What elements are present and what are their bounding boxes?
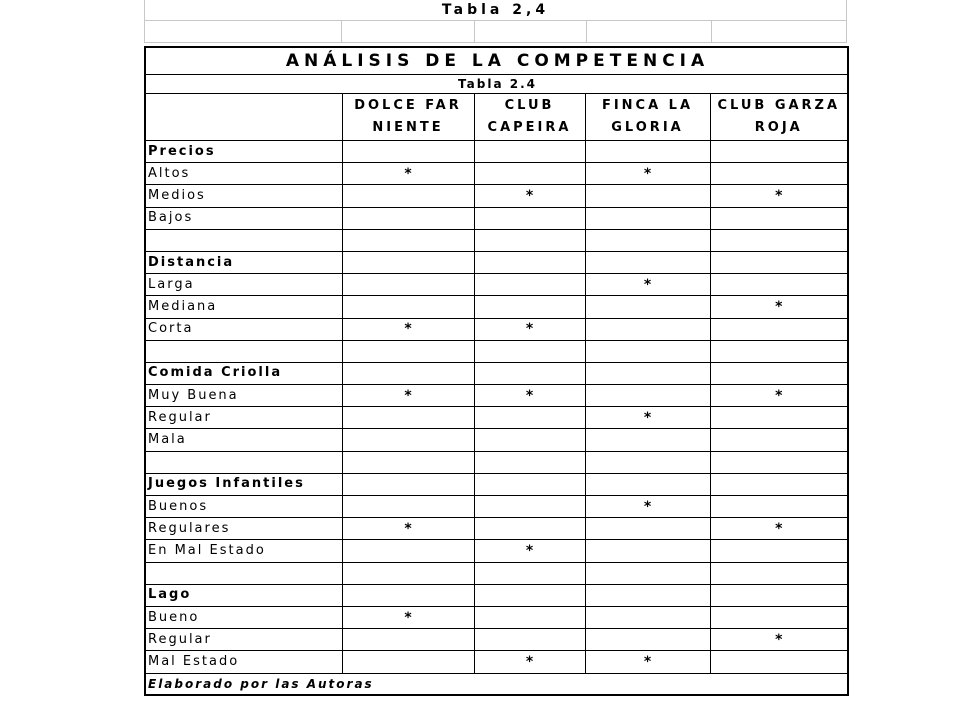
column-header-club-garza-roja[interactable] <box>710 94 848 141</box>
criterion-label[interactable]: Regulares <box>145 518 342 540</box>
table-row <box>145 451 848 473</box>
mark-cell[interactable]: * <box>474 185 585 207</box>
mark-cell[interactable] <box>585 540 710 562</box>
criterion-label[interactable] <box>145 451 342 473</box>
mark-cell[interactable] <box>474 296 585 318</box>
mark-cell[interactable]: * <box>585 651 710 673</box>
criterion-label[interactable]: Larga <box>145 274 342 296</box>
column-header-line: FINCA LA <box>601 98 694 113</box>
table-row <box>145 606 848 628</box>
mark-cell[interactable] <box>710 362 848 384</box>
section-label[interactable]: Precios <box>145 141 342 163</box>
table-row <box>145 584 848 606</box>
mark-cell[interactable]: * <box>342 385 474 407</box>
mark-cell[interactable]: * <box>710 518 848 540</box>
mark-cell[interactable] <box>710 207 848 229</box>
header-blank-cell[interactable] <box>145 94 342 141</box>
mark-cell[interactable] <box>342 185 474 207</box>
mark-cell[interactable] <box>585 385 710 407</box>
table-row <box>145 340 848 362</box>
criterion-label[interactable]: Corta <box>145 318 342 340</box>
table-row <box>145 318 848 340</box>
mark-cell[interactable] <box>474 473 585 495</box>
mark-cell[interactable] <box>474 407 585 429</box>
criterion-label[interactable]: Altos <box>145 163 342 185</box>
column-header-line: NIENTE <box>372 120 444 135</box>
criterion-label[interactable]: En Mal Estado <box>145 540 342 562</box>
mark-cell[interactable]: * <box>585 163 710 185</box>
criterion-label[interactable]: Mala <box>145 429 342 451</box>
mark-cell[interactable] <box>342 629 474 651</box>
mark-cell[interactable] <box>342 540 474 562</box>
spreadsheet <box>144 0 847 696</box>
mark-cell[interactable]: * <box>710 296 848 318</box>
sheet-header-label[interactable]: Tabla 2,4 <box>441 2 550 18</box>
table-row <box>145 385 848 407</box>
mark-cell[interactable] <box>474 429 585 451</box>
table-row <box>145 141 848 163</box>
mark-cell[interactable] <box>342 407 474 429</box>
mark-cell[interactable]: * <box>474 651 585 673</box>
grid-cell[interactable] <box>712 21 847 43</box>
mark-cell[interactable] <box>585 362 710 384</box>
mark-cell[interactable] <box>474 274 585 296</box>
table-footer[interactable]: Elaborado por las Autoras <box>145 673 848 695</box>
mark-cell[interactable] <box>585 207 710 229</box>
table-row <box>145 651 848 673</box>
section-label[interactable]: Distancia <box>145 251 342 273</box>
mark-cell[interactable]: * <box>342 163 474 185</box>
table-sub-title[interactable]: Tabla 2.4 <box>145 75 848 94</box>
grid-cell[interactable] <box>145 21 342 43</box>
criterion-label[interactable]: Mal Estado <box>145 651 342 673</box>
mark-cell[interactable] <box>585 429 710 451</box>
table-row <box>145 540 848 562</box>
table-row <box>145 473 848 495</box>
grid-cell[interactable] <box>342 21 475 43</box>
mark-cell[interactable] <box>710 606 848 628</box>
mark-cell[interactable] <box>474 629 585 651</box>
mark-cell[interactable] <box>585 296 710 318</box>
table-row <box>145 274 848 296</box>
column-header-line: CAPEIRA <box>487 120 572 135</box>
mark-cell[interactable] <box>710 141 848 163</box>
mark-cell[interactable]: * <box>474 385 585 407</box>
mark-cell[interactable] <box>342 251 474 273</box>
table-row <box>145 429 848 451</box>
column-header-club-capeira[interactable] <box>474 94 585 141</box>
mark-cell[interactable] <box>710 340 848 362</box>
criterion-label[interactable] <box>145 562 342 584</box>
table-row <box>145 562 848 584</box>
mark-cell[interactable] <box>585 518 710 540</box>
mark-cell[interactable] <box>710 429 848 451</box>
mark-cell[interactable]: * <box>342 606 474 628</box>
mark-cell[interactable] <box>474 496 585 518</box>
mark-cell[interactable] <box>710 407 848 429</box>
section-label[interactable]: Juegos Infantiles <box>145 473 342 495</box>
mark-cell[interactable] <box>710 274 848 296</box>
section-label[interactable]: Lago <box>145 584 342 606</box>
mark-cell[interactable]: * <box>710 385 848 407</box>
criterion-label[interactable] <box>145 340 342 362</box>
column-header-dolce-far-niente[interactable] <box>342 94 474 141</box>
table-row <box>145 185 848 207</box>
mark-cell[interactable] <box>585 451 710 473</box>
mark-cell[interactable]: * <box>474 540 585 562</box>
mark-cell[interactable] <box>474 229 585 251</box>
table-row <box>145 362 848 384</box>
mark-cell[interactable] <box>710 540 848 562</box>
mark-cell[interactable] <box>342 496 474 518</box>
table-row <box>145 163 848 185</box>
mark-cell[interactable] <box>710 584 848 606</box>
empty-grid-row <box>144 21 847 43</box>
mark-cell[interactable] <box>585 229 710 251</box>
mark-cell[interactable] <box>342 651 474 673</box>
table-main-title[interactable]: ANÁLISIS DE LA COMPETENCIA <box>145 47 848 75</box>
mark-cell[interactable] <box>585 584 710 606</box>
mark-cell[interactable]: * <box>585 496 710 518</box>
table-row <box>145 518 848 540</box>
mark-cell[interactable] <box>585 562 710 584</box>
mark-cell[interactable] <box>474 606 585 628</box>
mark-cell[interactable] <box>474 518 585 540</box>
mark-cell[interactable] <box>710 229 848 251</box>
column-header-line: DOLCE FAR <box>354 98 462 113</box>
mark-cell[interactable] <box>710 562 848 584</box>
mark-cell[interactable] <box>474 584 585 606</box>
mark-cell[interactable]: * <box>474 318 585 340</box>
mark-cell[interactable] <box>342 562 474 584</box>
mark-cell[interactable] <box>585 340 710 362</box>
grid-cell[interactable] <box>475 21 587 43</box>
criterion-label[interactable]: Muy Buena <box>145 385 342 407</box>
criterion-label[interactable]: Medios <box>145 185 342 207</box>
mark-cell[interactable] <box>710 318 848 340</box>
mark-cell[interactable] <box>710 473 848 495</box>
section-label[interactable]: Comida Criolla <box>145 362 342 384</box>
mark-cell[interactable] <box>474 207 585 229</box>
mark-cell[interactable] <box>474 340 585 362</box>
mark-cell[interactable] <box>474 562 585 584</box>
competition-table <box>144 46 849 696</box>
mark-cell[interactable] <box>710 163 848 185</box>
table-row <box>145 251 848 273</box>
column-header-line: ROJA <box>754 120 803 135</box>
mark-cell[interactable] <box>710 451 848 473</box>
mark-cell[interactable]: * <box>585 407 710 429</box>
criterion-label[interactable]: Bueno <box>145 606 342 628</box>
criterion-label[interactable]: Bajos <box>145 207 342 229</box>
table-row <box>145 296 848 318</box>
mark-cell[interactable] <box>585 473 710 495</box>
mark-cell[interactable] <box>585 251 710 273</box>
mark-cell[interactable] <box>474 362 585 384</box>
mark-cell[interactable] <box>585 606 710 628</box>
mark-cell[interactable] <box>585 629 710 651</box>
mark-cell[interactable] <box>585 141 710 163</box>
mark-cell[interactable] <box>342 141 474 163</box>
criterion-label[interactable]: Regular <box>145 407 342 429</box>
mark-cell[interactable] <box>474 451 585 473</box>
mark-cell[interactable] <box>342 207 474 229</box>
mark-cell[interactable] <box>710 251 848 273</box>
mark-cell[interactable]: * <box>342 518 474 540</box>
mark-cell[interactable] <box>474 251 585 273</box>
mark-cell[interactable] <box>710 651 848 673</box>
table-row <box>145 207 848 229</box>
mark-cell[interactable]: * <box>710 629 848 651</box>
sheet-header-band <box>144 0 847 21</box>
mark-cell[interactable] <box>585 185 710 207</box>
mark-cell[interactable]: * <box>342 318 474 340</box>
mark-cell[interactable] <box>342 229 474 251</box>
column-header-line: GLORIA <box>611 120 684 135</box>
mark-cell[interactable] <box>342 340 474 362</box>
criterion-label[interactable] <box>145 229 342 251</box>
mark-cell[interactable] <box>710 496 848 518</box>
mark-cell[interactable] <box>342 584 474 606</box>
table-row <box>145 629 848 651</box>
column-header-line: CLUB <box>504 98 555 113</box>
mark-cell[interactable]: * <box>585 274 710 296</box>
mark-cell[interactable]: * <box>710 185 848 207</box>
criterion-label[interactable]: Regular <box>145 629 342 651</box>
mark-cell[interactable] <box>342 274 474 296</box>
mark-cell[interactable] <box>474 163 585 185</box>
table-row <box>145 496 848 518</box>
mark-cell[interactable] <box>342 362 474 384</box>
column-header-line: CLUB GARZA <box>717 98 841 113</box>
mark-cell[interactable] <box>474 141 585 163</box>
mark-cell[interactable] <box>342 451 474 473</box>
criterion-label[interactable]: Mediana <box>145 296 342 318</box>
table-row <box>145 407 848 429</box>
column-header-finca-la-gloria[interactable] <box>585 94 710 141</box>
table-row <box>145 229 848 251</box>
mark-cell[interactable] <box>342 429 474 451</box>
mark-cell[interactable] <box>342 473 474 495</box>
criterion-label[interactable]: Buenos <box>145 496 342 518</box>
mark-cell[interactable] <box>342 296 474 318</box>
grid-cell[interactable] <box>587 21 712 43</box>
mark-cell[interactable] <box>585 318 710 340</box>
